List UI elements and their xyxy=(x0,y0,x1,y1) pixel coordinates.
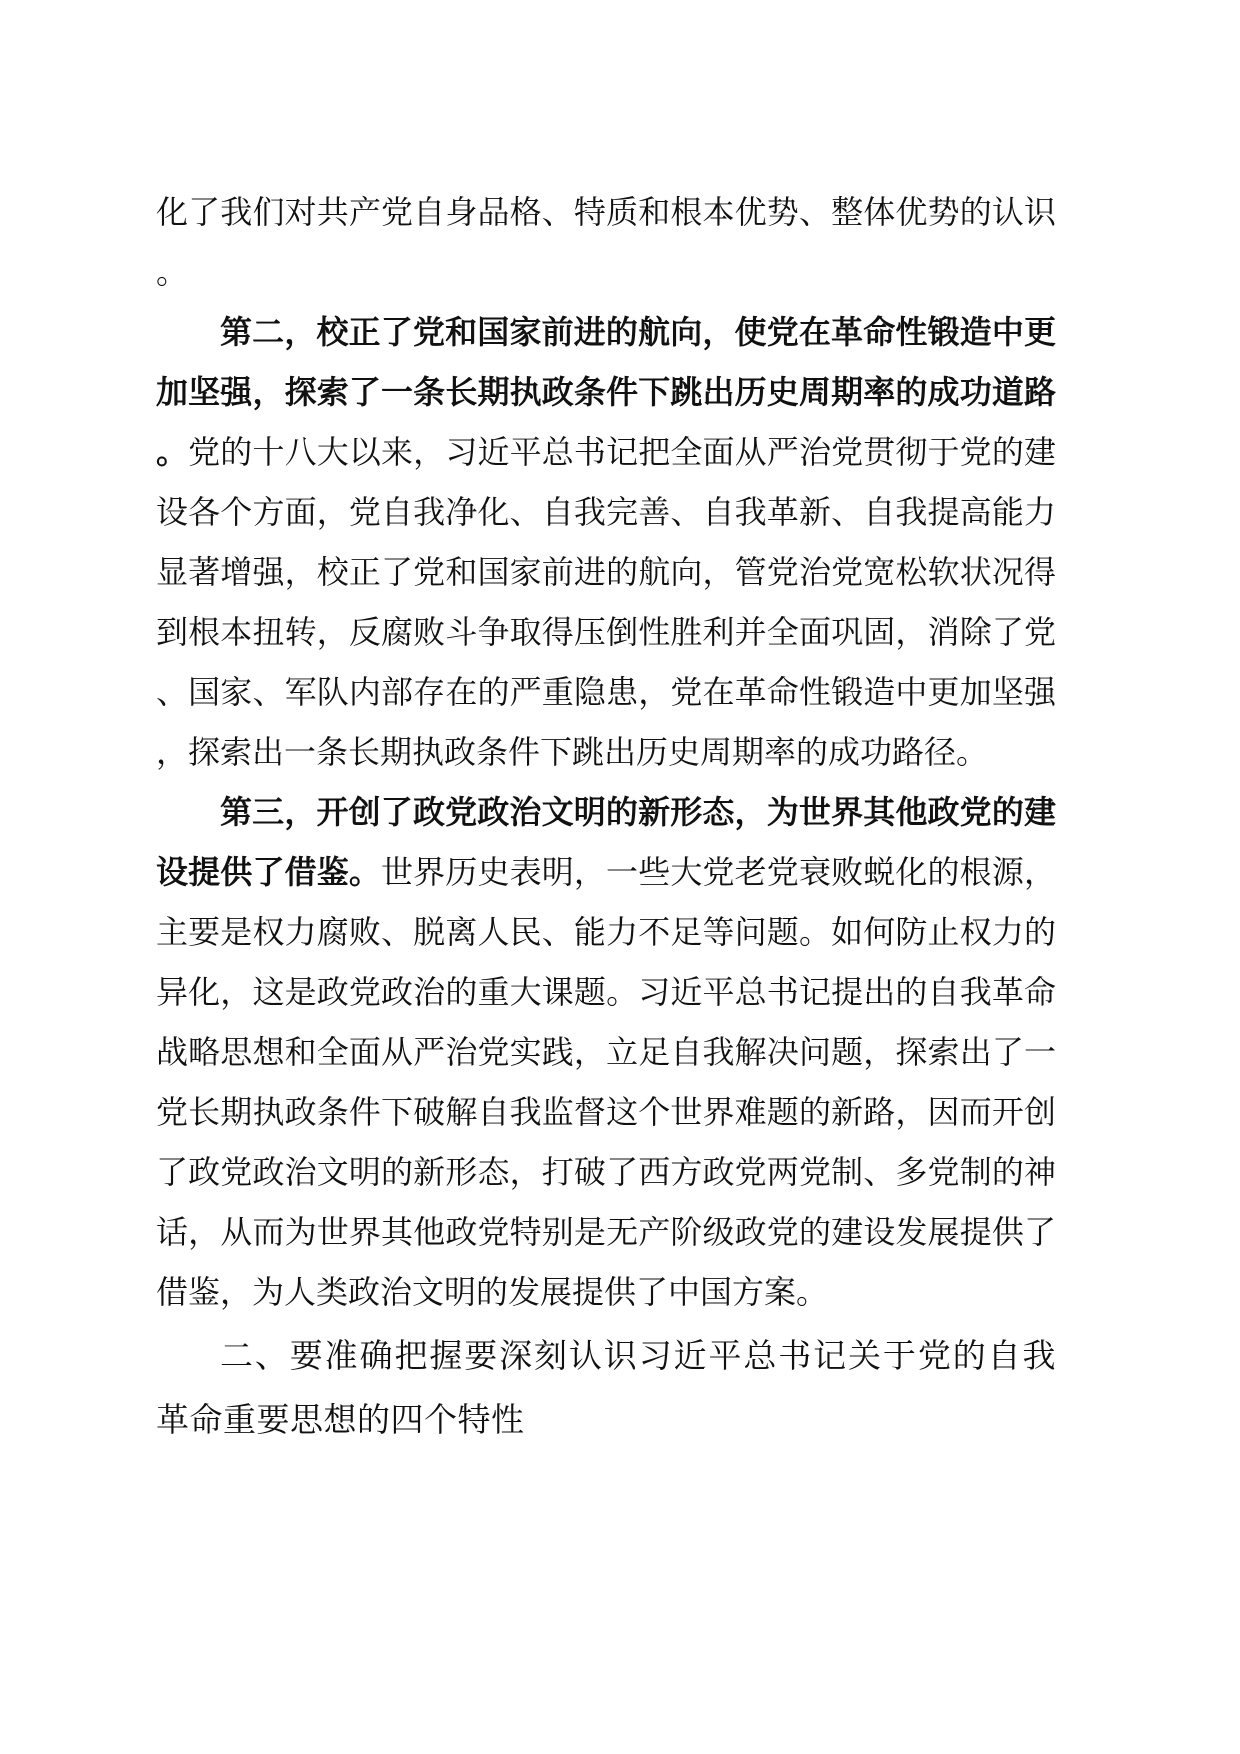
paragraph-point-two xyxy=(156,302,1056,782)
paragraph-lead: 第二，校正了党和国家前进的航向，使党在革命性锻造中更加坚强，探索了一条长期执政条件下跳出历史周期率的成功道路。 xyxy=(156,313,1056,471)
paragraph-text: 化了我们对共产党自身品格、特质和根本优势、整体优势的认识。 xyxy=(156,193,1056,291)
paragraph-text: 世界历史表明，一些大党老党衰败蜕化的根源，主要是权力腐败、脱离人民、能力不足等问题。如何防止权力的异化，这是政党政治的重大课题。习近平总书记提出的自我革命战略思想和全面从严治党实践，立足自我解决问题，探索出了一党长期执政条件下破解自我监督这个世界难题的新路，因而开创了政党政治文明的新形态，打破了西方政党两党制、多党制的神话，从而为世界其他政党特别是无产阶级政党的建设发展提供了借鉴，为人类政治文明的发展提供了中国方案。 xyxy=(156,853,1056,1311)
document-body xyxy=(156,182,1056,1452)
section-heading: 二、要准确把握要深刻认识习近平总书记关于党的自我革命重要思想的四个特性 xyxy=(156,1336,1056,1439)
paragraph-text: 党的十八大以来，习近平总书记把全面从严治党贯彻于党的建设各个方面，党自我净化、自我完善、自我革新、自我提高能力显著增强，校正了党和国家前进的航向，管党治党宽松软状况得到根本扭转，反腐败斗争取得压倒性胜利并全面巩固，消除了党、国家、军队内部存在的严重隐患，党在革命性锻造中更加坚强，探索出一条长期执政条件下跳出历史周期率的成功路径。 xyxy=(156,433,1056,771)
paragraph-continuation xyxy=(156,182,1056,302)
paragraph-lead: 第三，开创了政党政治文明的新形态，为世界其他政党的建设提供了借鉴。 xyxy=(156,793,1056,891)
paragraph-point-three xyxy=(156,782,1056,1322)
